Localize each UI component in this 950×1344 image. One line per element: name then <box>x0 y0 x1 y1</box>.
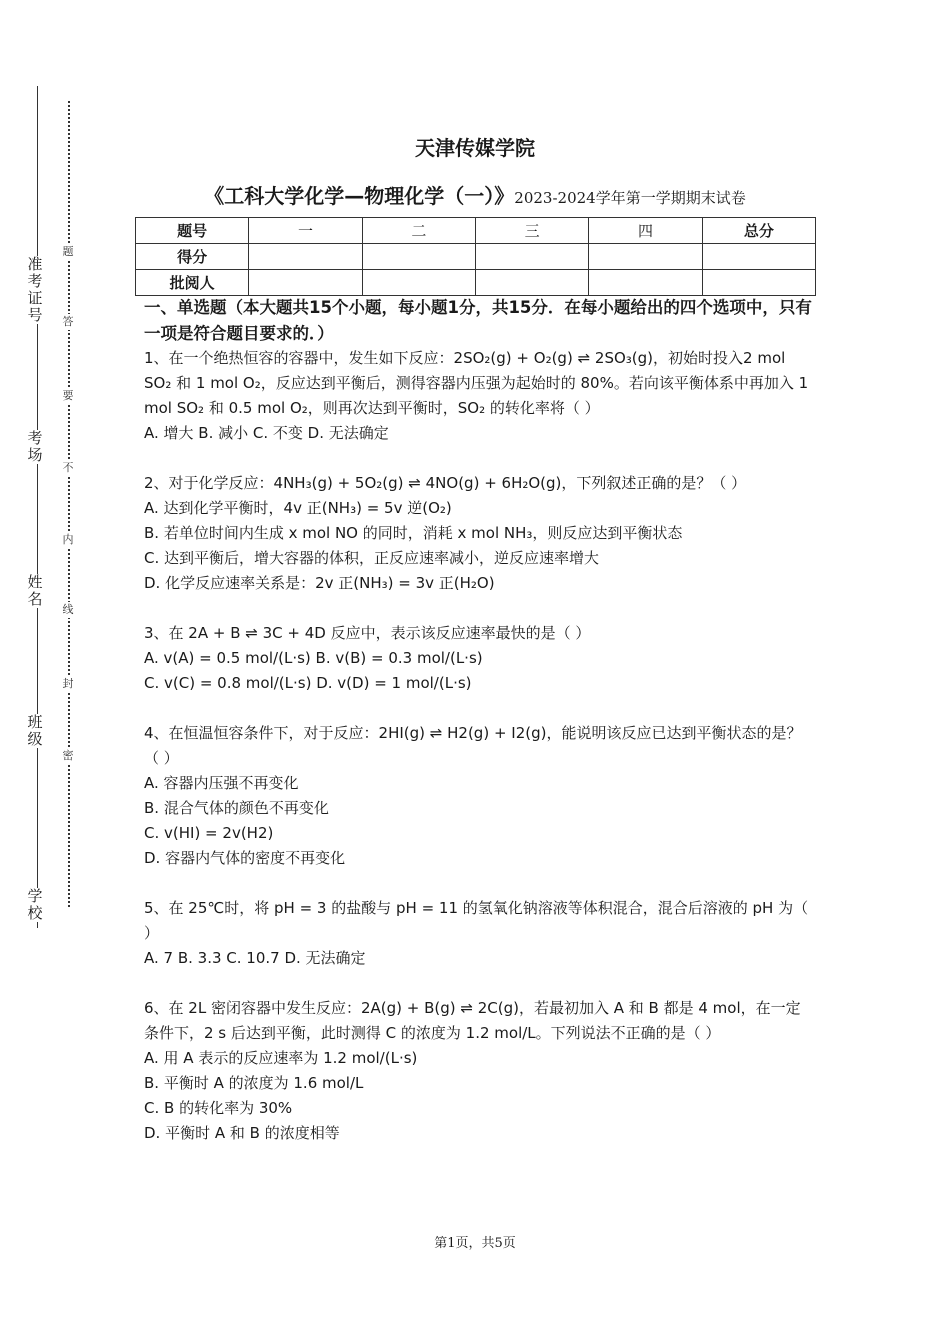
semester-label: 2023-2024学年第一学期期末试卷 <box>514 189 746 207</box>
exam-title <box>0 180 950 209</box>
question-stem: 6、在 2L 密闭容器中发生反应：2A(g) + B(g) ⇌ 2C(g)，若最初加入 A 和 B 都是 4 mol，在一定条件下，2 s 后达到平衡，此时测得 C 的浓度为 1.2 mol/L。下列说法不正确的是（ ） <box>144 999 801 1042</box>
binding-line <box>37 86 38 928</box>
page-number: 第1页，共5页 <box>434 1236 516 1251</box>
question-4 <box>144 721 812 871</box>
seal-char: 题 <box>62 245 74 258</box>
score-table <box>135 217 816 296</box>
score-cell <box>475 244 588 270</box>
table-row <box>136 244 816 270</box>
question-5 <box>144 896 812 971</box>
column-header: 总分 <box>702 218 815 244</box>
option-a-b: A. v(A) = 0.5 mol/(L·s) B. v(B) = 0.3 mol/(L·s) <box>144 649 483 667</box>
seal-char: 要 <box>62 389 74 402</box>
column-header: 一 <box>249 218 362 244</box>
option-a: A. 容器内压强不再变化 <box>144 774 299 792</box>
column-header: 四 <box>589 218 702 244</box>
row-label: 批阅人 <box>136 270 249 296</box>
binding-field-label: 考 场 <box>27 429 43 464</box>
seal-char: 线 <box>62 603 74 616</box>
school-name: 天津传媒学院 <box>415 136 535 160</box>
score-cell <box>589 244 702 270</box>
seal-char: 内 <box>62 533 74 546</box>
binding-field-exam-id <box>21 256 49 324</box>
option-a: A. 达到化学平衡时，4v 正(NH₃) = 5v 逆(O₂) <box>144 499 452 517</box>
table-row <box>136 270 816 296</box>
option-b: B. 若单位时间内生成 x mol NO 的同时，消耗 x mol NH₃，则反应达到平衡状态 <box>144 524 683 542</box>
option-d: D. 化学反应速率关系是：2v 正(NH₃) = 3v 正(H₂O) <box>144 574 495 592</box>
question-options: A. 7 B. 3.3 C. 10.7 D. 无法确定 <box>144 949 366 967</box>
grader-cell <box>362 270 475 296</box>
option-b: B. 混合气体的颜色不再变化 <box>144 799 329 817</box>
grader-cell <box>589 270 702 296</box>
grader-cell <box>475 270 588 296</box>
seal-char: 密 <box>62 749 74 762</box>
binding-field-label: 班 级 <box>27 713 43 748</box>
option-d: D. 平衡时 A 和 B 的浓度相等 <box>144 1124 340 1142</box>
question-2 <box>144 471 812 596</box>
option-b: B. 平衡时 A 的浓度为 1.6 mol/L <box>144 1074 364 1092</box>
question-options: A. 增大 B. 减小 C. 不变 D. 无法确定 <box>144 424 389 442</box>
question-3 <box>144 621 812 696</box>
grader-cell <box>702 270 815 296</box>
column-header: 三 <box>475 218 588 244</box>
binding-field-exam-room <box>21 430 49 464</box>
seal-char: 封 <box>62 677 74 690</box>
grader-cell <box>249 270 362 296</box>
question-6 <box>144 996 812 1146</box>
seal-char: 不 <box>62 461 74 474</box>
question-stem: 1、在一个绝热恒容的容器中，发生如下反应：2SO₂(g) + O₂(g) ⇌ 2SO₃(g)，初始时投入2 mol SO₂ 和 1 mol O₂，反应达到平衡后，测得容器内压强为起始时的 80%。若向该平衡体系中再加入 1 mol SO₂ 和 0.5 mol O₂，则再次达到平衡时，SO₂ 的转化率将（ ） <box>144 349 809 417</box>
score-cell <box>702 244 815 270</box>
binding-field-school <box>21 888 49 922</box>
table-row <box>136 218 816 244</box>
score-cell <box>362 244 475 270</box>
question-list <box>144 346 812 1171</box>
seal-dotted-line <box>68 101 70 907</box>
course-title: 《工科大学化学—物理化学（一）》 <box>204 184 515 208</box>
option-c: C. B 的转化率为 30% <box>144 1099 293 1117</box>
option-c: C. 达到平衡后，增大容器的体积，正反应速率减小，逆反应速率增大 <box>144 549 600 567</box>
row-label: 得分 <box>136 244 249 270</box>
option-c-d: C. v(C) = 0.8 mol/(L·s) D. v(D) = 1 mol/(L·s) <box>144 674 472 692</box>
section-title: 一、单选题（本大题共15个小题，每小题1分，共15分．在每小题给出的四个选项中，只有一项是符合题目要求的．） <box>144 298 812 343</box>
question-1 <box>144 346 812 446</box>
seal-char: 答 <box>62 315 74 328</box>
binding-field-name <box>21 574 49 608</box>
option-c: C. v(HI) = 2v(H2) <box>144 824 274 842</box>
binding-field-label: 准 考 证 号 <box>27 255 43 324</box>
question-stem: 4、在恒温恒容条件下，对于反应：2HI(g) ⇌ H2(g) + I2(g)，能说明该反应已达到平衡状态的是？（ ） <box>144 724 802 767</box>
row-label: 题号 <box>136 218 249 244</box>
option-d: D. 容器内气体的密度不再变化 <box>144 849 346 867</box>
score-cell <box>249 244 362 270</box>
binding-field-label: 姓 名 <box>27 573 43 608</box>
option-a: A. 用 A 表示的反应速率为 1.2 mol/(L·s) <box>144 1049 418 1067</box>
binding-field-class <box>21 714 49 748</box>
column-header: 二 <box>362 218 475 244</box>
binding-field-label: 学 校 <box>27 887 43 922</box>
question-stem: 3、在 2A + B ⇌ 3C + 4D 反应中，表示该反应速率最快的是（ ） <box>144 624 591 642</box>
question-stem: 2、对于化学反应：4NH₃(g) + 5O₂(g) ⇌ 4NO(g) + 6H₂O(g)，下列叙述正确的是？（ ） <box>144 474 747 492</box>
question-stem: 5、在 25℃时，将 pH = 3 的盐酸与 pH = 11 的氢氧化钠溶液等体积混合，混合后溶液的 pH 为（ ） <box>144 899 809 942</box>
